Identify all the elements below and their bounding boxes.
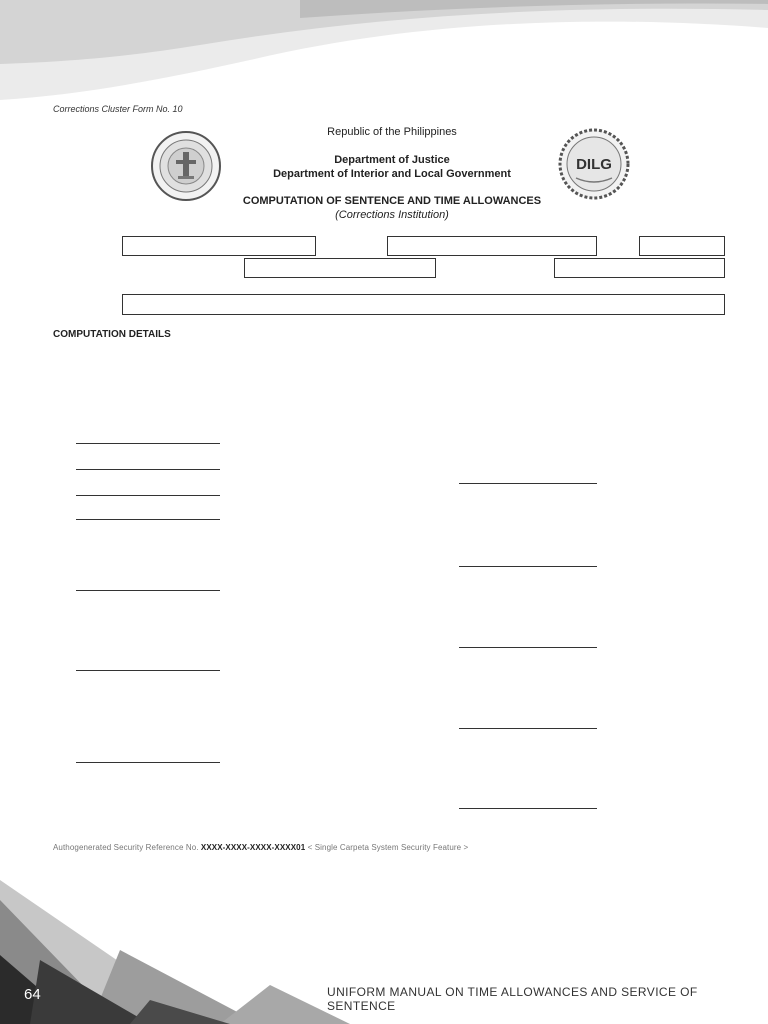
manual-title: UNIFORM MANUAL ON TIME ALLOWANCES AND SERVICE OF SENTENCE (327, 985, 698, 1013)
dilg-seal-text: DILG (576, 156, 612, 173)
form-title: COMPUTATION OF SENTENCE AND TIME ALLOWANCES (242, 195, 542, 207)
field-box-2[interactable] (387, 236, 597, 256)
field-box-wide[interactable] (122, 294, 725, 315)
left-line-1[interactable] (76, 443, 220, 444)
left-line-5[interactable] (76, 590, 220, 591)
right-line-5[interactable] (459, 808, 597, 809)
right-line-4[interactable] (459, 728, 597, 729)
country-name: Republic of the Philippines (327, 126, 457, 138)
security-suffix: < Single Carpeta System Security Feature > (307, 843, 469, 852)
security-code: XXXX-XXXX-XXXX-XXXX01 (200, 843, 306, 852)
section-title: COMPUTATION DETAILS (53, 329, 171, 340)
department-dilg: Department of Interior and Local Government (273, 168, 511, 180)
field-box-3[interactable] (639, 236, 725, 256)
field-box-4[interactable] (244, 258, 436, 278)
form-number: Corrections Cluster Form No. 10 (53, 104, 183, 114)
field-box-1[interactable] (122, 236, 316, 256)
left-line-2[interactable] (76, 469, 220, 470)
security-prefix: Authogenerated Security Reference No. (53, 843, 199, 852)
security-reference (53, 843, 468, 852)
right-line-2[interactable] (459, 566, 597, 567)
page-number: 64 (24, 986, 41, 1003)
form-subtitle: (Corrections Institution) (335, 209, 449, 221)
doj-seal (150, 130, 222, 202)
left-line-4[interactable] (76, 519, 220, 520)
field-box-5[interactable] (554, 258, 725, 278)
left-line-6[interactable] (76, 670, 220, 671)
right-line-1[interactable] (459, 483, 597, 484)
left-line-7[interactable] (76, 762, 220, 763)
right-line-3[interactable] (459, 647, 597, 648)
department-justice: Department of Justice (334, 154, 450, 166)
left-line-3[interactable] (76, 495, 220, 496)
